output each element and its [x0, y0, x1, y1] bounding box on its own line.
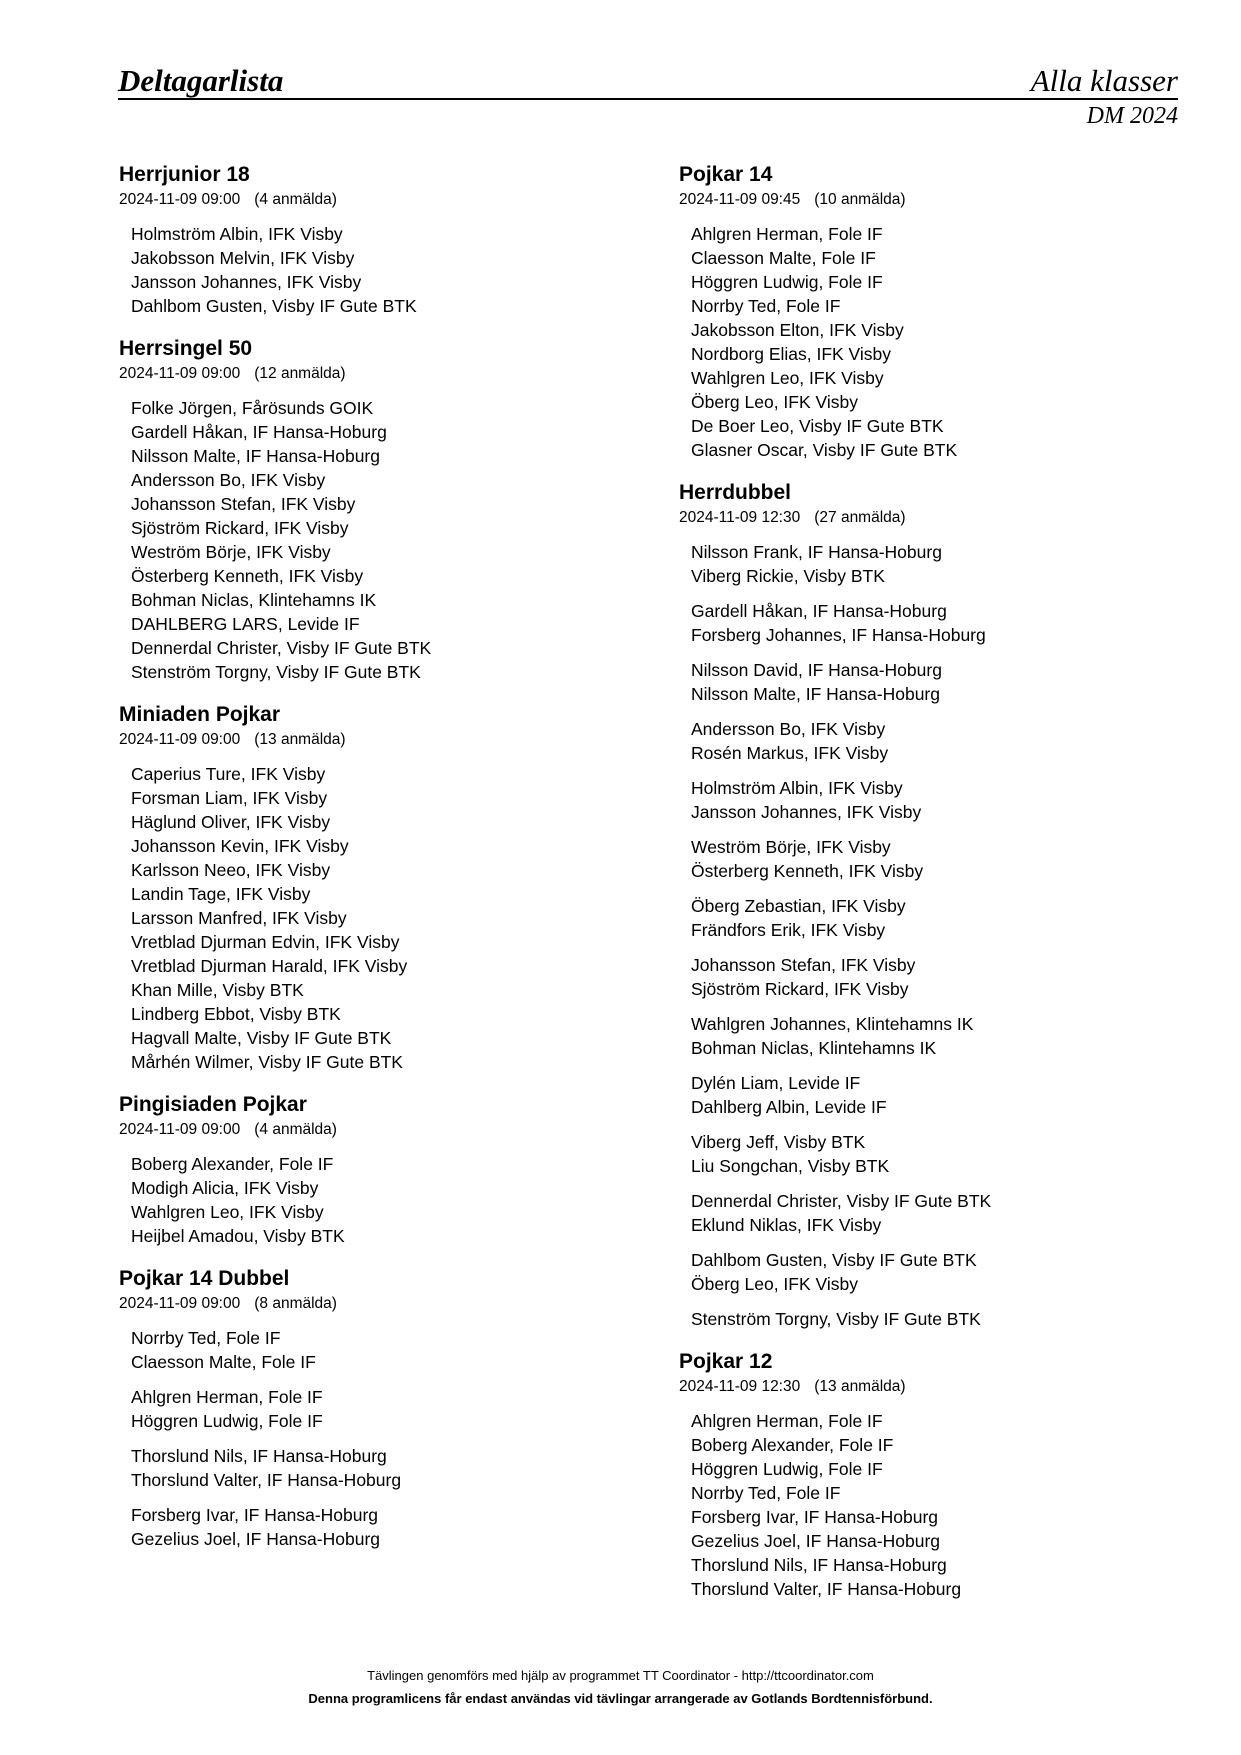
- participant: Gezelius Joel, IF Hansa-Hoburg: [131, 1529, 380, 1549]
- entry-list: [119, 1152, 639, 1248]
- participant: DAHLBERG LARS, Levide IF: [131, 614, 360, 634]
- registration-count: (27 anmälda): [814, 509, 906, 526]
- registration-count: (10 anmälda): [814, 191, 906, 208]
- participant: Gardell Håkan, IF Hansa-Hoburg: [131, 422, 387, 442]
- class-datetime: 2024-11-09 09:45: [679, 191, 801, 208]
- doubles-pair: [691, 1248, 1199, 1296]
- class-section: [119, 700, 639, 1074]
- class-title: Herrjunior 18: [119, 163, 250, 186]
- doubles-pair: [131, 1326, 639, 1374]
- doubles-pair: [691, 1071, 1199, 1119]
- entry-list: [679, 1409, 1199, 1601]
- participant: Nordborg Elias, IFK Visby: [691, 344, 892, 364]
- participant: Khan Mille, Visby BTK: [131, 980, 304, 1000]
- entry-list: [679, 540, 1199, 1331]
- participant: Forsberg Ivar, IF Hansa-Hoburg: [131, 1505, 379, 1525]
- participant: Vretblad Djurman Harald, IFK Visby: [131, 956, 408, 976]
- doubles-pair: [131, 1444, 639, 1492]
- participant: Forsberg Johannes, IF Hansa-Hoburg: [691, 625, 986, 645]
- participant: Öberg Zebastian, IFK Visby: [691, 896, 906, 916]
- participant: Bohman Niclas, Klintehamns IK: [691, 1038, 937, 1058]
- participant: Ahlgren Herman, Fole IF: [691, 224, 883, 244]
- participant: Weström Börje, IFK Visby: [691, 837, 891, 857]
- participant: Norrby Ted, Fole IF: [691, 1483, 841, 1503]
- participant: Dahlberg Albin, Levide IF: [691, 1097, 887, 1117]
- participant: Österberg Kenneth, IFK Visby: [691, 861, 924, 881]
- participant: Thorslund Nils, IF Hansa-Hoburg: [131, 1446, 387, 1466]
- event-name: DM 2024: [1086, 103, 1178, 129]
- class-title: Herrdubbel: [679, 481, 792, 504]
- participant: Modigh Alicia, IFK Visby: [131, 1178, 319, 1198]
- participant: Öberg Leo, IFK Visby: [691, 392, 858, 412]
- doubles-pair: [691, 1307, 1199, 1331]
- class-meta: [679, 508, 1199, 528]
- participant: Gezelius Joel, IF Hansa-Hoburg: [691, 1531, 940, 1551]
- doubles-pair: [691, 1130, 1199, 1178]
- participant: Ahlgren Herman, Fole IF: [131, 1387, 323, 1407]
- registration-count: (4 anmälda): [254, 1121, 337, 1138]
- registration-count: (13 anmälda): [254, 731, 346, 748]
- participant: Dahlbom Gusten, Visby IF Gute BTK: [691, 1250, 977, 1270]
- participant: Sjöström Rickard, IFK Visby: [691, 979, 909, 999]
- class-datetime: 2024-11-09 09:00: [119, 731, 241, 748]
- participant: Liu Songchan, Visby BTK: [691, 1156, 890, 1176]
- participant: Öberg Leo, IFK Visby: [691, 1274, 858, 1294]
- participant: Johansson Kevin, IFK Visby: [131, 836, 349, 856]
- participant: Höggren Ludwig, Fole IF: [691, 272, 883, 292]
- doubles-pair: [691, 658, 1199, 706]
- registration-count: (4 anmälda): [254, 191, 337, 208]
- participant: Johansson Stefan, IFK Visby: [691, 955, 916, 975]
- doubles-pair: [691, 1189, 1199, 1237]
- participant: Wahlgren Johannes, Klintehamns IK: [691, 1014, 974, 1034]
- class-datetime: 2024-11-09 12:30: [679, 509, 801, 526]
- registration-count: (8 anmälda): [254, 1295, 337, 1312]
- class-section: [119, 334, 639, 684]
- doubles-pair: [691, 1012, 1199, 1060]
- participant: Holmström Albin, IFK Visby: [131, 224, 343, 244]
- doubles-pair: [691, 717, 1199, 765]
- participant: Glasner Oscar, Visby IF Gute BTK: [691, 440, 958, 460]
- participant: Stenström Torgny, Visby IF Gute BTK: [131, 662, 421, 682]
- participant: Dylén Liam, Levide IF: [691, 1073, 861, 1093]
- header-rule: [118, 98, 1178, 100]
- left-column: [119, 160, 639, 1567]
- participant: Sjöström Rickard, IFK Visby: [131, 518, 349, 538]
- participant: Andersson Bo, IFK Visby: [131, 470, 326, 490]
- class-section: [679, 1347, 1199, 1601]
- doubles-pair: [691, 953, 1199, 1001]
- participant: Forsman Liam, IFK Visby: [131, 788, 328, 808]
- participant: Nilsson Malte, IF Hansa-Hoburg: [131, 446, 380, 466]
- participant: Rosén Markus, IFK Visby: [691, 743, 889, 763]
- doubles-pair: [131, 1385, 639, 1433]
- class-title: Pingisiaden Pojkar: [119, 1093, 307, 1116]
- doubles-pair: [691, 894, 1199, 942]
- participant: Dahlbom Gusten, Visby IF Gute BTK: [131, 296, 417, 316]
- participant: Mårhén Wilmer, Visby IF Gute BTK: [131, 1052, 403, 1072]
- participant: Frändfors Erik, IFK Visby: [691, 920, 886, 940]
- class-section: [119, 1264, 639, 1551]
- participant: Nilsson Frank, IF Hansa-Hoburg: [691, 542, 942, 562]
- participant: Jakobsson Melvin, IFK Visby: [131, 248, 355, 268]
- participant: Larsson Manfred, IFK Visby: [131, 908, 347, 928]
- participant: Weström Börje, IFK Visby: [131, 542, 331, 562]
- registration-count: (12 anmälda): [254, 365, 346, 382]
- entry-list: [119, 1326, 639, 1551]
- participant: Dennerdal Christer, Visby IF Gute BTK: [691, 1191, 992, 1211]
- participant: Boberg Alexander, Fole IF: [691, 1435, 894, 1455]
- participant: Jansson Johannes, IFK Visby: [131, 272, 362, 292]
- doubles-pair: [691, 540, 1199, 588]
- class-title: Pojkar 12: [679, 1350, 773, 1373]
- participant: Eklund Niklas, IFK Visby: [691, 1215, 882, 1235]
- footer-license: Denna programlicens får endast användas vid tävlingar arrangerade av Gotlands Bordtennisförbund.: [308, 1691, 933, 1706]
- participant: Ahlgren Herman, Fole IF: [691, 1411, 883, 1431]
- class-section: [679, 160, 1199, 462]
- participant: Karlsson Neeo, IFK Visby: [131, 860, 331, 880]
- page-title: Deltagarlista: [118, 63, 284, 98]
- participant: Dennerdal Christer, Visby IF Gute BTK: [131, 638, 432, 658]
- entry-list: [119, 762, 639, 1074]
- class-title: Pojkar 14: [679, 163, 773, 186]
- entry-list: [679, 222, 1199, 462]
- class-section: [119, 1090, 639, 1248]
- class-meta: [119, 1120, 639, 1140]
- class-datetime: 2024-11-09 09:00: [119, 191, 241, 208]
- participant: Johansson Stefan, IFK Visby: [131, 494, 356, 514]
- participant: Hagvall Malte, Visby IF Gute BTK: [131, 1028, 392, 1048]
- participant: Heijbel Amadou, Visby BTK: [131, 1226, 345, 1246]
- class-meta: [679, 1377, 1199, 1397]
- participant: Claesson Malte, Fole IF: [131, 1352, 316, 1372]
- class-meta: [119, 1294, 639, 1314]
- class-datetime: 2024-11-09 09:00: [119, 1295, 241, 1312]
- participant: Norrby Ted, Fole IF: [691, 296, 841, 316]
- class-section: [119, 160, 639, 318]
- participant: Stenström Torgny, Visby IF Gute BTK: [691, 1309, 981, 1329]
- participant: Gardell Håkan, IF Hansa-Hoburg: [691, 601, 947, 621]
- participant: Landin Tage, IFK Visby: [131, 884, 311, 904]
- participant: Jansson Johannes, IFK Visby: [691, 802, 922, 822]
- class-datetime: 2024-11-09 09:00: [119, 1121, 241, 1138]
- class-meta: [119, 364, 639, 384]
- entry-list: [119, 396, 639, 684]
- class-title: Miniaden Pojkar: [119, 703, 281, 726]
- participant: Häglund Oliver, IFK Visby: [131, 812, 331, 832]
- doubles-pair: [131, 1503, 639, 1551]
- participant: Höggren Ludwig, Fole IF: [691, 1459, 883, 1479]
- participant: Vretblad Djurman Edvin, IFK Visby: [131, 932, 400, 952]
- participant: Andersson Bo, IFK Visby: [691, 719, 886, 739]
- participant: Boberg Alexander, Fole IF: [131, 1154, 334, 1174]
- class-meta: [119, 730, 639, 750]
- participant: Folke Jörgen, Fårösunds GOIK: [131, 398, 374, 418]
- participant: Thorslund Valter, IF Hansa-Hoburg: [131, 1470, 402, 1490]
- class-meta: [119, 190, 639, 210]
- participant: Claesson Malte, Fole IF: [691, 248, 876, 268]
- classes-label: Alla klasser: [1030, 63, 1178, 98]
- participant: Holmström Albin, IFK Visby: [691, 778, 903, 798]
- doubles-pair: [691, 599, 1199, 647]
- participant: Thorslund Valter, IF Hansa-Hoburg: [691, 1579, 962, 1599]
- entry-list: [119, 222, 639, 318]
- participant: Caperius Ture, IFK Visby: [131, 764, 326, 784]
- participant: Thorslund Nils, IF Hansa-Hoburg: [691, 1555, 947, 1575]
- participant: De Boer Leo, Visby IF Gute BTK: [691, 416, 944, 436]
- participant: Wahlgren Leo, IFK Visby: [131, 1202, 324, 1222]
- participant: Wahlgren Leo, IFK Visby: [691, 368, 884, 388]
- participant: Bohman Niclas, Klintehamns IK: [131, 590, 377, 610]
- class-title: Pojkar 14 Dubbel: [119, 1267, 290, 1290]
- participant: Viberg Jeff, Visby BTK: [691, 1132, 866, 1152]
- participant: Jakobsson Elton, IFK Visby: [691, 320, 904, 340]
- class-meta: [679, 190, 1199, 210]
- class-title: Herrsingel 50: [119, 337, 253, 360]
- class-section: [679, 478, 1199, 1331]
- participant: Nilsson David, IF Hansa-Hoburg: [691, 660, 942, 680]
- participant: Forsberg Ivar, IF Hansa-Hoburg: [691, 1507, 939, 1527]
- participant: Lindberg Ebbot, Visby BTK: [131, 1004, 341, 1024]
- participant: Höggren Ludwig, Fole IF: [131, 1411, 323, 1431]
- class-datetime: 2024-11-09 12:30: [679, 1378, 801, 1395]
- doubles-pair: [691, 835, 1199, 883]
- participant: Nilsson Malte, IF Hansa-Hoburg: [691, 684, 940, 704]
- registration-count: (13 anmälda): [814, 1378, 906, 1395]
- right-column: [679, 160, 1199, 1617]
- participant: Viberg Rickie, Visby BTK: [691, 566, 885, 586]
- class-datetime: 2024-11-09 09:00: [119, 365, 241, 382]
- participant: Norrby Ted, Fole IF: [131, 1328, 281, 1348]
- participant: Österberg Kenneth, IFK Visby: [131, 566, 364, 586]
- footer-credit: Tävlingen genomförs med hjälp av programmet TT Coordinator - http://ttcoordinator.com: [367, 1668, 874, 1683]
- doubles-pair: [691, 776, 1199, 824]
